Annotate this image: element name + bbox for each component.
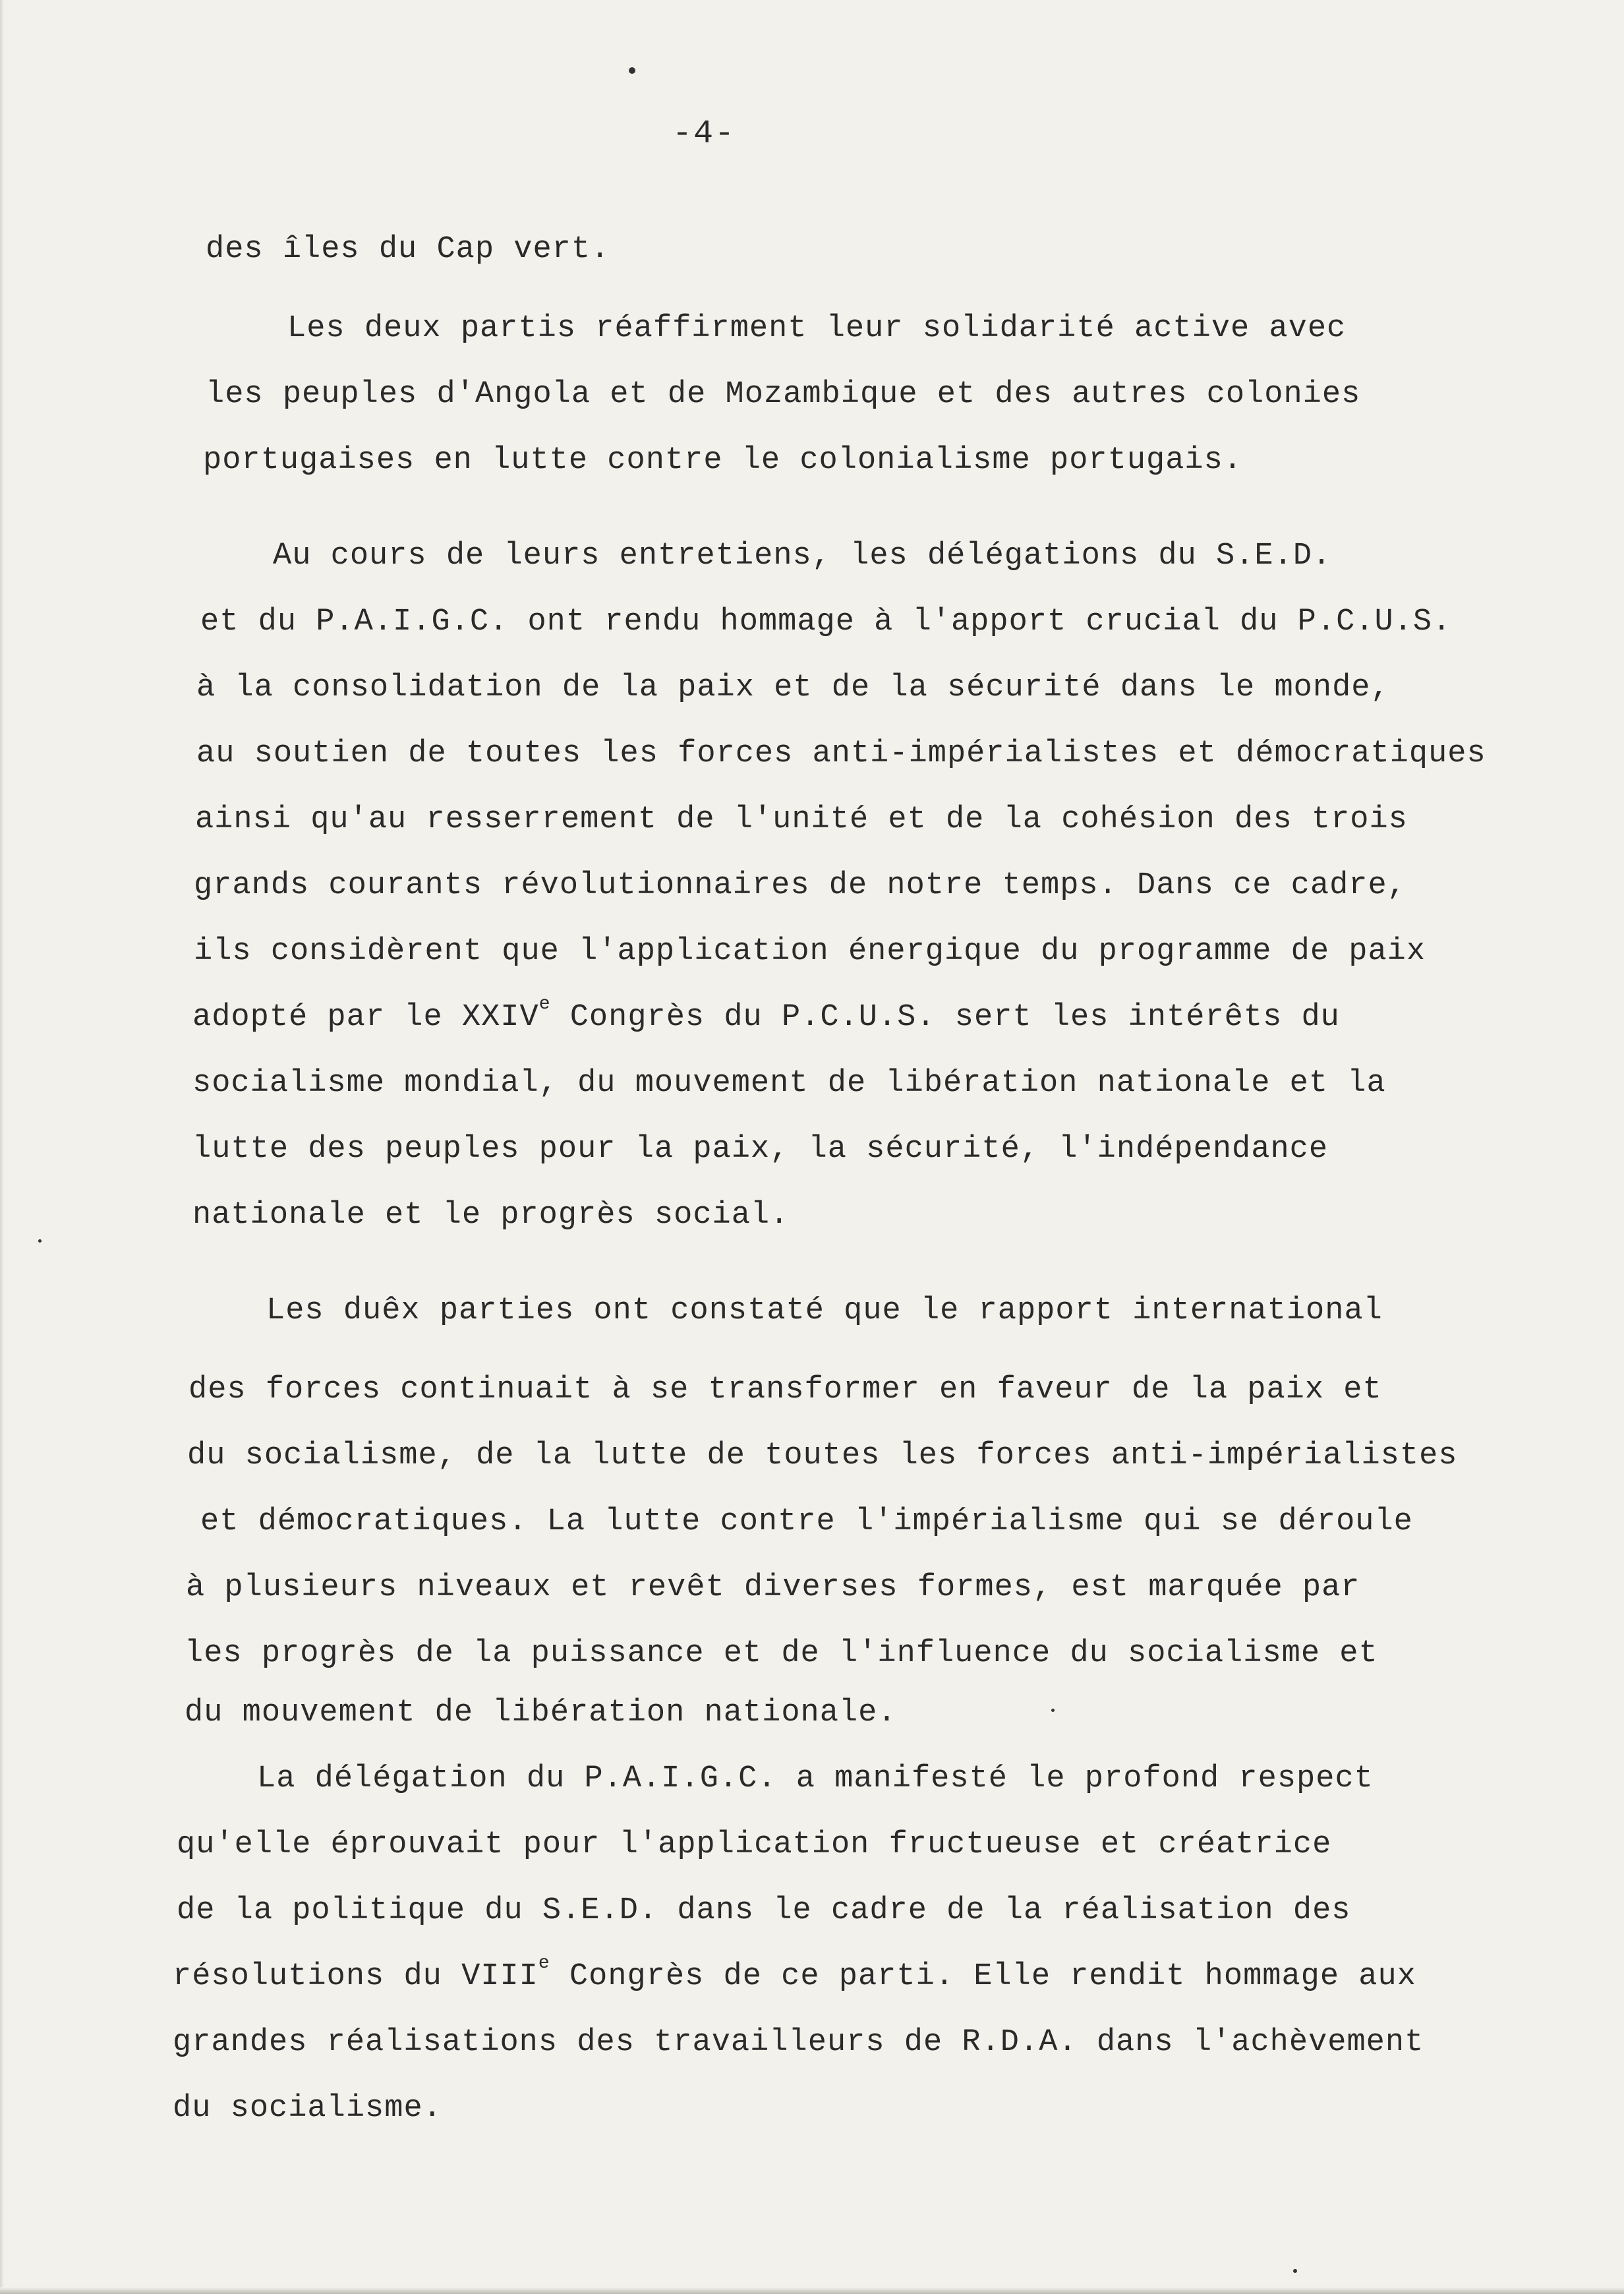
- text-line: [173, 1953, 1416, 1994]
- text-line: des forces continuait à se transformer en faveur de la paix et: [188, 1372, 1382, 1407]
- text-line: [192, 994, 1340, 1035]
- ink-speck: [1051, 1709, 1055, 1712]
- ink-speck: [1293, 2269, 1297, 2273]
- text-line: du socialisme, de la lutte de toutes les forces anti-impérialistes: [187, 1438, 1458, 1473]
- page-bottom-edge: [0, 2287, 1624, 2294]
- text-line: et démocratiques. La lutte contre l'impérialisme qui se déroule: [200, 1504, 1413, 1539]
- text-line: Les duêx parties ont constaté que le rapport international: [266, 1293, 1383, 1328]
- text-fragment: Congrès du P.C.U.S. sert les intérêts du: [550, 1000, 1340, 1035]
- text-line: grandes réalisations des travailleurs de R.D.A. dans l'achèvement: [173, 2025, 1424, 2060]
- text-line: Les deux partis réaffirment leur solidarité active avec: [287, 311, 1347, 346]
- text-line: les peuples d'Angola et de Mozambique et des autres colonies: [206, 377, 1361, 412]
- ink-speck: [38, 1239, 42, 1243]
- text-line: au soutien de toutes les forces anti-impérialistes et démocratiques: [196, 736, 1486, 771]
- ink-speck: [629, 67, 635, 74]
- text-line: qu'elle éprouvait pour l'application fructueuse et créatrice: [177, 1827, 1332, 1862]
- text-line: ainsi qu'au resserrement de l'unité et de la cohésion des trois: [195, 802, 1408, 837]
- superscript: e: [538, 994, 551, 1015]
- page-left-edge: [0, 0, 4, 2294]
- text-line: La délégation du P.A.I.G.C. a manifesté le profond respect: [257, 1761, 1374, 1796]
- text-fragment: adopté par le XXIV: [192, 1000, 539, 1035]
- text-line: à la consolidation de la paix et de la sécurité dans le monde,: [196, 670, 1390, 705]
- superscript: e: [538, 1953, 550, 1974]
- text-line: ils considèrent que l'application énergique du programme de paix: [194, 934, 1426, 969]
- text-fragment: Congrès de ce parti. Elle rendit hommage aux: [550, 1959, 1416, 1994]
- text-line: nationale et le progrès social.: [192, 1198, 790, 1233]
- text-line: lutte des peuples pour la paix, la sécurité, l'indépendance: [192, 1132, 1329, 1167]
- text-line: des îles du Cap vert.: [206, 232, 610, 267]
- text-line: portugaises en lutte contre le colonialisme portugais.: [203, 443, 1243, 478]
- text-line: socialisme mondial, du mouvement de libération nationale et la: [192, 1066, 1386, 1101]
- text-line: Au cours de leurs entretiens, les délégations du S.E.D.: [273, 539, 1332, 574]
- text-line: grands courants révolutionnaires de notre temps. Dans ce cadre,: [194, 868, 1406, 903]
- page-number: -4-: [672, 115, 736, 153]
- text-line: et du P.A.I.G.C. ont rendu hommage à l'apport crucial du P.C.U.S.: [200, 604, 1452, 639]
- text-line: du socialisme.: [173, 2091, 442, 2126]
- text-line: à plusieurs niveaux et revêt diverses formes, est marquée par: [186, 1570, 1360, 1605]
- text-fragment: résolutions du VIII: [173, 1959, 538, 1994]
- text-line: de la politique du S.E.D. dans le cadre de la réalisation des: [177, 1893, 1351, 1928]
- text-line: du mouvement de libération nationale.: [185, 1695, 897, 1730]
- text-line: les progrès de la puissance et de l'influence du socialisme et: [185, 1636, 1378, 1671]
